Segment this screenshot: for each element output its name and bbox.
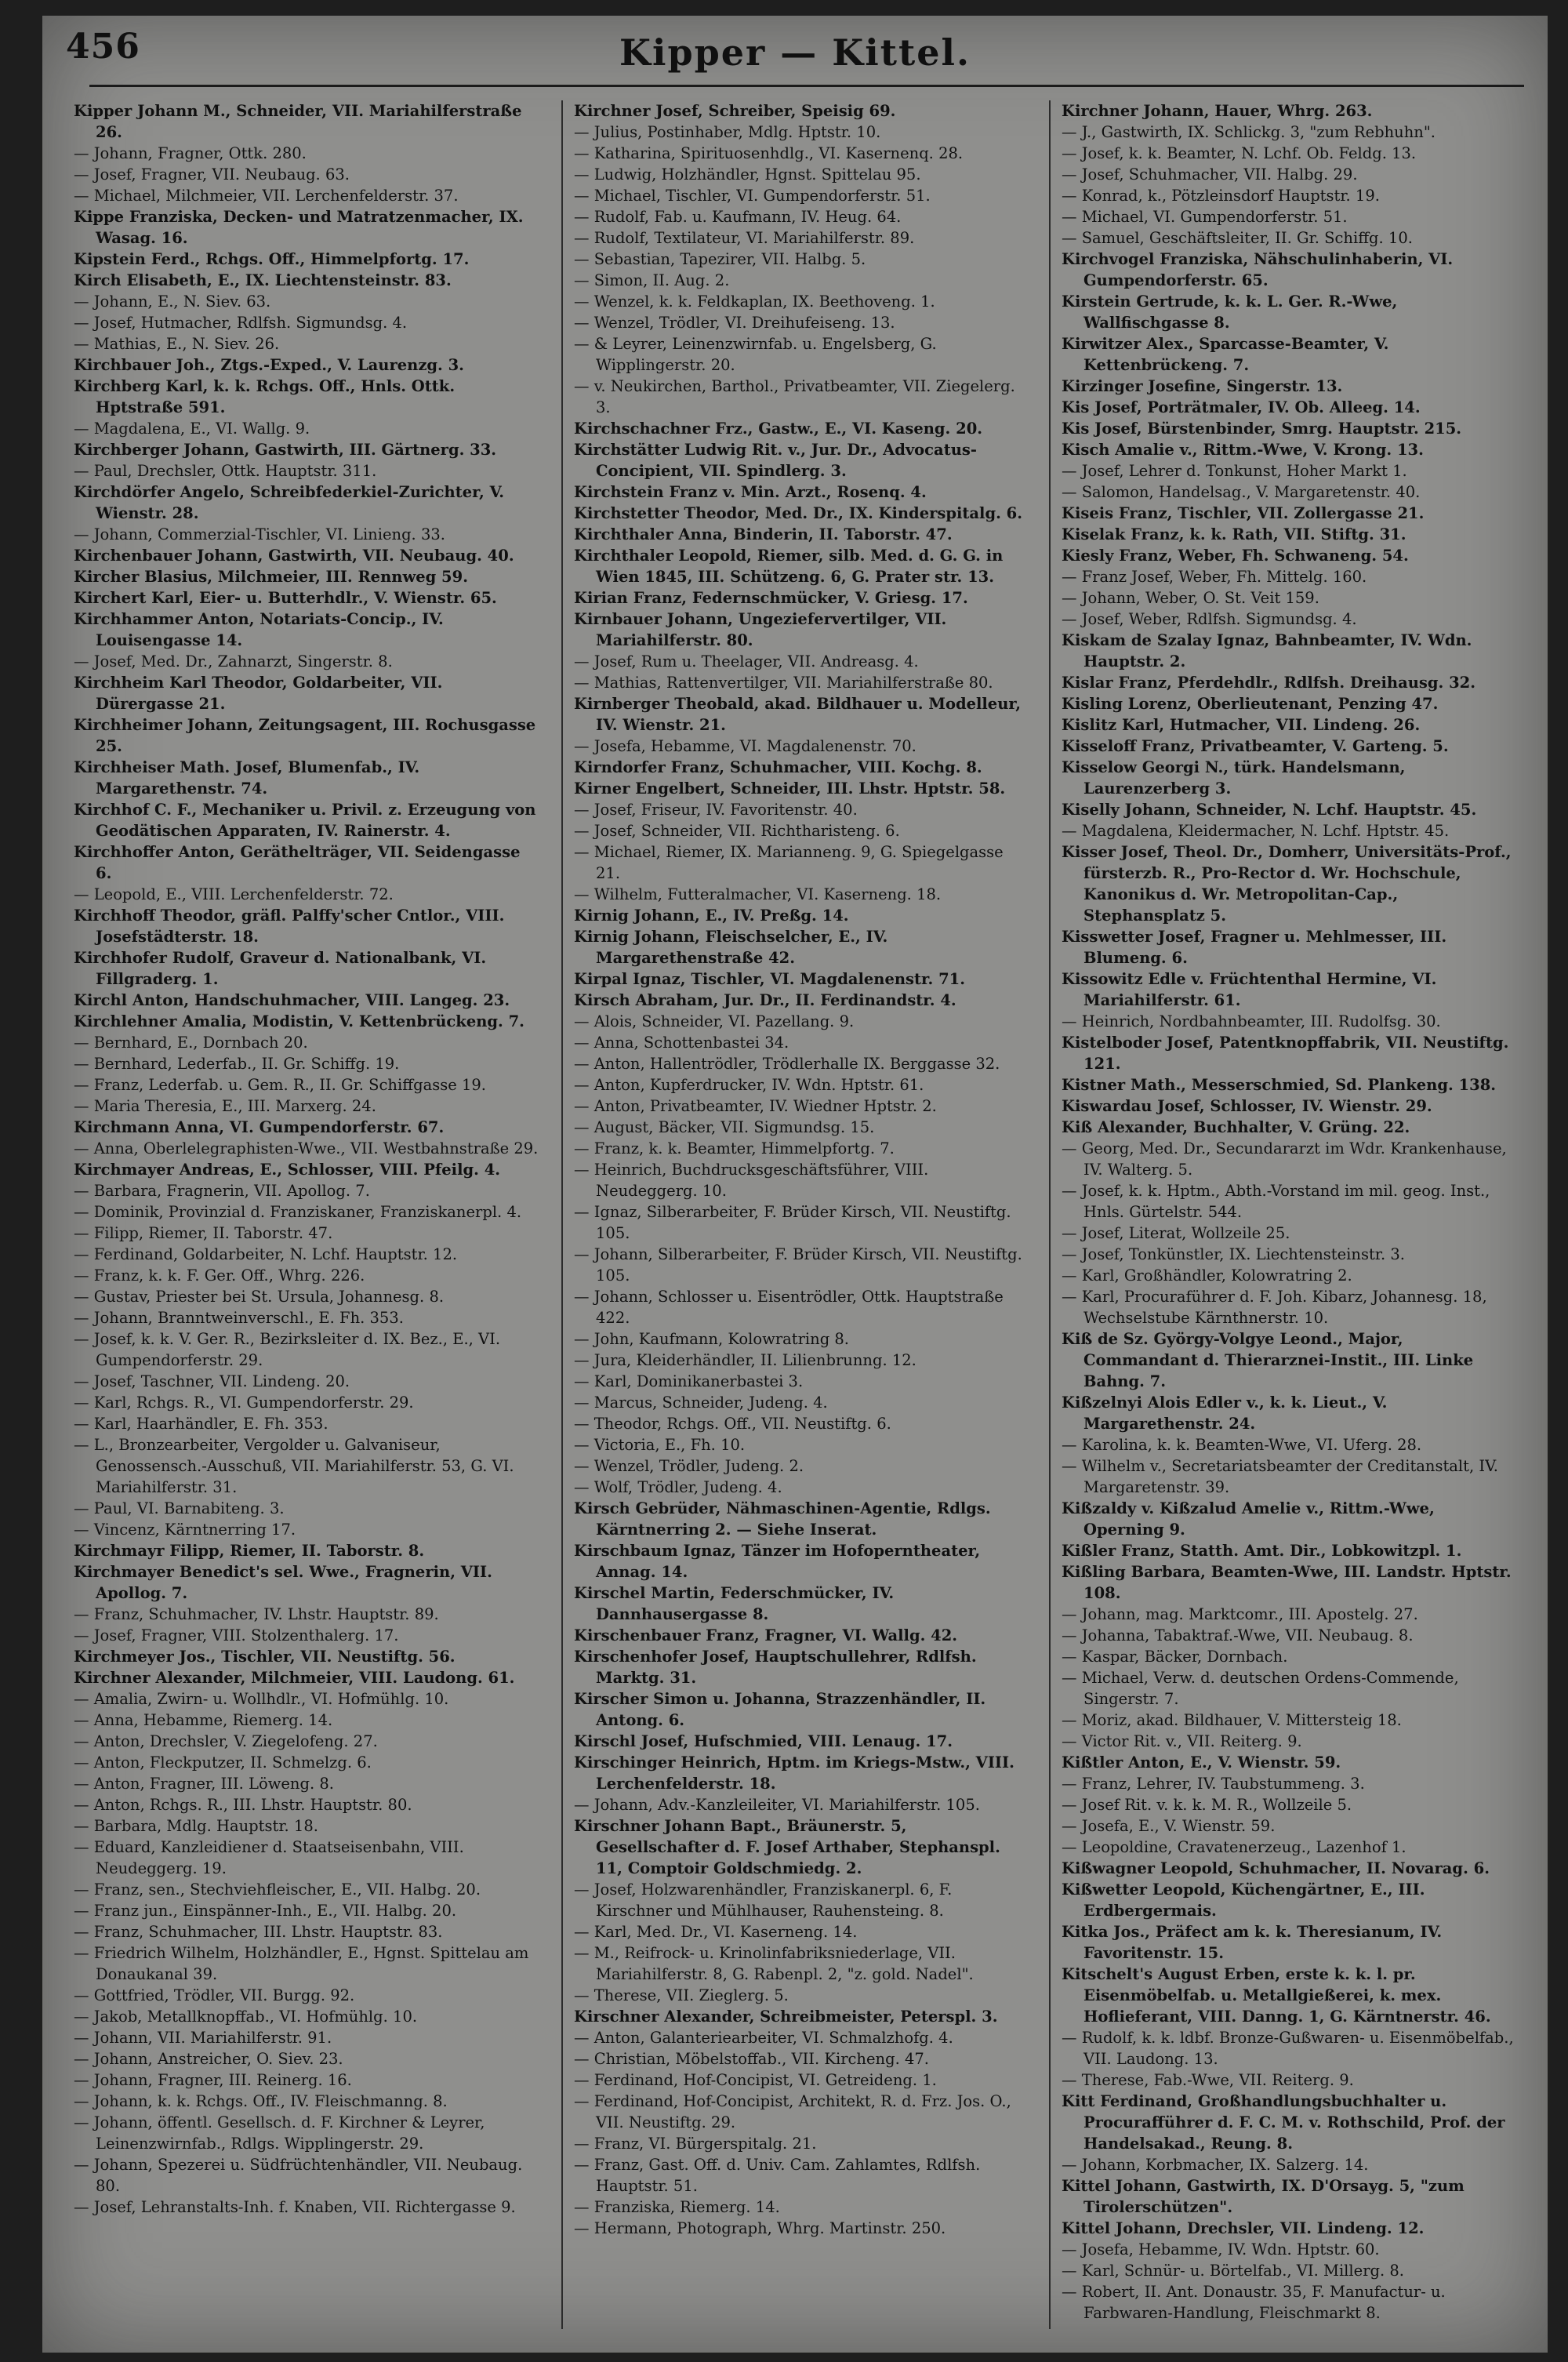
directory-entry-surname: Kiseis Franz, Tischler, VII. Zollergasse 21. [1062, 504, 1425, 522]
directory-entry: — Rudolf, Textilateur, VI. Mariahilferstr. 89. [574, 229, 915, 247]
directory-entry: — Karl, Schnür- u. Börtelfab., VI. Millerg. 8. [1062, 2262, 1404, 2280]
directory-entry: — Anton, Fragner, III. Löweng. 8. [74, 1775, 334, 1793]
directory-entry: — Anton, Kupferdrucker, IV. Wdn. Hptstr. 61. [574, 1076, 924, 1094]
directory-entry-surname: Kirwitzer Alex., Sparcasse-Beamter, V. Kettenbrückeng. 7. [1062, 335, 1389, 374]
directory-entry: — Josef, Friseur, IV. Favoritenstr. 40. [574, 801, 858, 819]
directory-entry: — Michael, Tischler, VI. Gumpendorferstr. 51. [574, 187, 931, 205]
directory-entry-surname: Kirpal Ignaz, Tischler, VI. Magdalenenstr. 71. [574, 970, 966, 988]
directory-entry-surname: Kißzaldy v. Kißzalud Amelie v., Rittm.-Wwe, Operning 9. [1062, 1499, 1435, 1539]
directory-entry: — Barbara, Mdlg. Hauptstr. 18. [74, 1817, 318, 1835]
directory-entry: — Josef, Schneider, VII. Richtharisteng. 6. [574, 822, 900, 840]
page-number: 456 [66, 27, 140, 67]
directory-page [42, 16, 1548, 2353]
directory-entry-surname: Kirchthaler Anna, Binderin, II. Taborstr. 47. [574, 525, 953, 543]
directory-entry: — Josef, Med. Dr., Zahnarzt, Singerstr. 8. [74, 652, 393, 670]
column-middle [561, 100, 1029, 2329]
directory-entry: — Franz, Gast. Off. d. Univ. Cam. Zahlamtes, Rdlfsh. Hauptstr. 51. [574, 2156, 981, 2195]
directory-entry-surname: Kiß de Sz. György-Volgye Leond., Major, Commandant d. Thierarznei-Instit., III. Linke Bahng. 7. [1062, 1330, 1474, 1390]
directory-entry: — Johann, Anstreicher, O. Siev. 23. [74, 2050, 343, 2068]
directory-entry-surname: Kirchberg Karl, k. k. Rchgs. Off., Hnls. Ottk. Hptstraße 591. [74, 377, 456, 416]
directory-entry: — Heinrich, Buchdrucksgeschäftsführer, VIII. Neudeggerg. 10. [574, 1161, 929, 1200]
directory-entry-surname: Kiß Alexander, Buchhalter, V. Grüng. 22. [1062, 1118, 1410, 1136]
directory-entry-surname: Kirchhoffer Anton, Geräthelträger, VII. Seidengasse 6. [74, 843, 521, 882]
directory-entry-surname: Kirian Franz, Federnschmücker, V. Griesg. 17. [574, 589, 968, 607]
directory-entry: — Georg, Med. Dr., Secundararzt im Wdr. Krankenhause, IV. Walterg. 5. [1062, 1139, 1507, 1179]
directory-entry: — Barbara, Fragnerin, VII. Apollog. 7. [74, 1182, 370, 1200]
directory-entry: — Johann, k. k. Rchgs. Off., IV. Fleischmanng. 8. [74, 2092, 448, 2110]
directory-entry-surname: Kirchheiser Math. Josef, Blumenfab., IV. Margarethenstr. 74. [74, 758, 420, 798]
directory-entry: — Filipp, Riemer, II. Taborstr. 47. [74, 1224, 333, 1242]
directory-entry: — Bernhard, E., Dornbach 20. [74, 1034, 308, 1052]
directory-entry-surname: Kirchmayer Andreas, E., Schlosser, VIII. Pfeilg. 4. [74, 1161, 501, 1179]
directory-entry-surname: Kirchvogel Franziska, Nähschulinhaberin, VI. Gumpendorferstr. 65. [1062, 250, 1454, 289]
directory-entry: — Therese, Fab.-Wwe, VII. Reiterg. 9. [1062, 2071, 1354, 2089]
directory-entry: — Michael, Riemer, IX. Marianneng. 9, G. Spiegelgasse 21. [574, 843, 1004, 882]
directory-entry-surname: Kirchner Josef, Schreiber, Speisig 69. [574, 102, 896, 120]
directory-entry: — Ignaz, Silberarbeiter, F. Brüder Kirsch, VII. Neustiftg. 105. [574, 1203, 1011, 1242]
directory-entry: — Josef, Rum u. Theelager, VII. Andreasg. 4. [574, 652, 919, 670]
directory-entry-surname: Kistelboder Josef, Patentknopffabrik, VII. Neustiftg. 121. [1062, 1034, 1509, 1073]
directory-entry: — Kaspar, Bäcker, Dornbach. [1062, 1648, 1288, 1666]
directory-entry: — Anna, Oberlelegraphisten-Wwe., VII. Westbahnstraße 29. [74, 1139, 539, 1157]
directory-entry-surname: Kisswetter Josef, Fragner u. Mehlmesser, III. Blumeng. 6. [1062, 928, 1447, 967]
directory-entry: — Josef, Fragner, VII. Neubaug. 63. [74, 165, 350, 184]
directory-entry: — Josef, Lehranstalts-Inh. f. Knaben, VII. Richtergasse 9. [74, 2198, 516, 2216]
directory-entry-surname: Kirchl Anton, Handschuhmacher, VIII. Langeg. 23. [74, 991, 510, 1009]
directory-entry: — Ferdinand, Hof-Concipist, Architekt, R. d. Frz. Jos. O., VII. Neustiftg. 29. [574, 2092, 1011, 2131]
directory-entry: — Karl, Procuraführer d. F. Joh. Kibarz, Johannesg. 18, Wechselstube Kärnthnerstr. 10. [1062, 1288, 1487, 1327]
directory-entry-surname: Kirner Engelbert, Schneider, III. Lhstr. Hptstr. 58. [574, 779, 1006, 798]
directory-entry: — Amalia, Zwirn- u. Wollhdlr., VI. Hofmühlg. 10. [74, 1690, 449, 1708]
directory-entry: — Anton, Drechsler, V. Ziegelofeng. 27. [74, 1732, 378, 1750]
directory-entry: — Josef, Weber, Rdlfsh. Sigmundsg. 4. [1062, 610, 1357, 628]
directory-entry: — Johann, Schlosser u. Eisentrödler, Ottk. Hauptstraße 422. [574, 1288, 1004, 1327]
directory-entry: — Rudolf, Fab. u. Kaufmann, IV. Heug. 64. [574, 208, 902, 226]
directory-entry-surname: Kirchhofer Rudolf, Graveur d. Nationalbank, VI. Fillgraderg. 1. [74, 949, 487, 988]
directory-entry: — Johann, mag. Marktcomr., III. Apostelg. 27. [1062, 1605, 1418, 1623]
directory-entry-surname: Kirchner Johann, Hauer, Whrg. 263. [1062, 102, 1373, 120]
directory-entry-surname: Kippe Franziska, Decken- und Matratzenmacher, IX. Wasag. 16. [74, 208, 524, 247]
directory-entry: — Ludwig, Holzhändler, Hgnst. Spittelau 95. [574, 165, 921, 184]
directory-entry: — Johann, Weber, O. St. Veit 159. [1062, 589, 1319, 607]
directory-entry: — Josef, k. k. Beamter, N. Lchf. Ob. Feldg. 13. [1062, 144, 1417, 162]
directory-entry: — Leopoldine, Cravatenerzeug., Lazenhof 1. [1062, 1838, 1406, 1856]
directory-entry: — Wilhelm v., Secretariatsbeamter der Creditanstalt, IV. Margaretenstr. 39. [1062, 1457, 1498, 1496]
directory-entry: — Alois, Schneider, VI. Pazellang. 9. [574, 1012, 855, 1030]
directory-entry: — Franziska, Riemerg. 14. [574, 2198, 780, 2216]
directory-entry: — Josef, Literat, Wollzeile 25. [1062, 1224, 1290, 1242]
directory-entry-surname: Kiselak Franz, k. k. Rath, VII. Stiftg. 31. [1062, 525, 1406, 543]
directory-entry-surname: Kisch Amalie v., Rittm.-Wwe, V. Krong. 13. [1062, 441, 1424, 459]
directory-entry: — Eduard, Kanzleidiener d. Staatseisenbahn, VIII. Neudeggerg. 19. [74, 1838, 464, 1877]
directory-entry: — Josef, Schuhmacher, VII. Halbg. 29. [1062, 165, 1358, 184]
running-head: Kipper — Kittel. [619, 31, 971, 74]
directory-entry: — Mathias, Rattenvertilger, VII. Mariahilferstraße 80. [574, 674, 993, 692]
directory-entry-surname: Kißwetter Leopold, Küchengärtner, E., III. Erdbergermais. [1062, 1881, 1425, 1920]
directory-entry-surname: Kissowitz Edle v. Früchtenthal Hermine, VI. Mariahilferstr. 61. [1062, 970, 1437, 1009]
directory-entry: — Anna, Schottenbastei 34. [574, 1034, 789, 1052]
directory-entry-surname: Kitschelt's August Erben, erste k. k. l. pr. Eisenmöbelfab. u. Metallgießerei, k. mex. Hoflieferant, VIII. Danng. 1, G. Kärntnerstr. 46. [1062, 1965, 1491, 2026]
directory-entry: — Franz, Lehrer, IV. Taubstummeng. 3. [1062, 1775, 1365, 1793]
directory-entry-surname: Kirsch Gebrüder, Nähmaschinen-Agentie, Rdlgs. Kärntnerring 2. — Siehe Inserat. [574, 1499, 991, 1539]
directory-entry: — Marcus, Schneider, Judeng. 4. [574, 1394, 828, 1412]
directory-entry: — Theodor, Rchgs. Off., VII. Neustiftg. 6. [574, 1415, 891, 1433]
directory-entry: — Mathias, E., N. Siev. 26. [74, 335, 280, 353]
directory-entry: — Franz, Schuhmacher, III. Lhstr. Hauptstr. 83. [74, 1923, 443, 1941]
directory-entry: — & Leyrer, Leinenzwirnfab. u. Engelsberg, G. Wipplingerstr. 20. [574, 335, 937, 374]
directory-entry: — Anton, Rchgs. R., III. Lhstr. Hauptstr. 80. [74, 1796, 412, 1814]
directory-entry: — Simon, II. Aug. 2. [574, 271, 730, 289]
header-rule [89, 85, 1524, 87]
directory-entry: — Therese, VII. Zieglerg. 5. [574, 1986, 789, 2004]
directory-entry: — Josef, Tonkünstler, IX. Liechtensteinstr. 3. [1062, 1245, 1405, 1263]
directory-entry-surname: Kirschl Josef, Hufschmied, VIII. Lenaug. 17. [574, 1732, 953, 1750]
directory-entry: — Franz Josef, Weber, Fh. Mittelg. 160. [1062, 568, 1367, 586]
directory-entry: — Johann, Korbmacher, IX. Salzerg. 14. [1062, 2156, 1369, 2174]
directory-entry: — Josef, Holzwarenhändler, Franziskanerpl. 6, F. Kirschner und Mühlhauser, Rauhensteing. 8. [574, 1881, 953, 1920]
directory-entry: — Ferdinand, Goldarbeiter, N. Lchf. Hauptstr. 12. [74, 1245, 458, 1263]
directory-entry: — John, Kaufmann, Kolowratring 8. [574, 1330, 850, 1348]
directory-entry: — Josef, Fragner, VIII. Stolzenthalerg. 17. [74, 1626, 399, 1644]
directory-entry: — Samuel, Geschäftsleiter, II. Gr. Schiffg. 10. [1062, 229, 1413, 247]
directory-entry-surname: Kirchstetter Theodor, Med. Dr., IX. Kinderspitalg. 6. [574, 504, 1023, 522]
column-left [74, 100, 541, 2329]
directory-entry-surname: Kistner Math., Messerschmied, Sd. Plankeng. 138. [1062, 1076, 1497, 1094]
directory-entry-surname: Kirnbauer Johann, Ungeziefervertilger, VII. Mariahilferstr. 80. [574, 610, 947, 649]
directory-entry: — Salomon, Handelsag., V. Margaretenstr. 40. [1062, 483, 1421, 501]
directory-entry: — M., Reifrock- u. Krinolinfabriksniederlage, VII. Mariahilferstr. 8, G. Rabenpl. 2, "z. gold. Nadel". [574, 1944, 974, 1983]
directory-entry: — J., Gastwirth, IX. Schlickg. 3, "zum Rebhuhn". [1062, 123, 1436, 141]
directory-entry-surname: Kißtler Anton, E., V. Wienstr. 59. [1062, 1753, 1341, 1772]
directory-entry: — Bernhard, Lederfab., II. Gr. Schiffg. 19. [74, 1055, 400, 1073]
directory-entry-surname: Kirndorfer Franz, Schuhmacher, VIII. Kochg. 8. [574, 758, 982, 776]
directory-entry-surname: Kirchner Alexander, Milchmeier, VIII. Laudong. 61. [74, 1669, 515, 1687]
directory-entry: — August, Bäcker, VII. Sigmundsg. 15. [574, 1118, 875, 1136]
directory-entry: — Johann, Branntweinverschl., E. Fh. 353. [74, 1309, 404, 1327]
directory-entry-surname: Kirchthaler Leopold, Riemer, silb. Med. d. G. G. in Wien 1845, III. Schützeng. 6, G. Prater str. 13. [574, 547, 1004, 586]
directory-entry: — Karl, Rchgs. R., VI. Gumpendorferstr. 29. [74, 1394, 414, 1412]
directory-entry: — Magdalena, Kleidermacher, N. Lchf. Hptstr. 45. [1062, 822, 1450, 840]
page-header [42, 16, 1548, 86]
directory-entry-surname: Kirchdörfer Angelo, Schreibfederkiel-Zurichter, V. Wienstr. 28. [74, 483, 505, 522]
directory-entry: — Michael, Verw. d. deutschen Ordens-Commende, Singerstr. 7. [1062, 1669, 1459, 1708]
directory-entry: — Victoria, E., Fh. 10. [574, 1436, 746, 1454]
directory-entry: — Anna, Hebamme, Riemerg. 14. [74, 1711, 333, 1729]
directory-entry: — Robert, II. Ant. Donaustr. 35, F. Manufactur- u. Farbwaren-Handlung, Fleischmarkt 8. [1062, 2283, 1446, 2322]
directory-entry-surname: Kisser Josef, Theol. Dr., Domherr, Universitäts-Prof., fürsterzb. R., Pro-Rector d. Wr. Hochschule, Kanonikus d. Wr. Metropolitan-Cap., Stephansplatz 5. [1062, 843, 1512, 925]
directory-entry: — Karl, Haarhändler, E. Fh. 353. [74, 1415, 328, 1433]
directory-entry: — Moriz, akad. Bildhauer, V. Mittersteig 18. [1062, 1711, 1402, 1729]
directory-entry-surname: Kirchhoff Theodor, gräfl. Palffy'scher Cntlor., VIII. Josefstädterstr. 18. [74, 907, 505, 946]
directory-entry: — L., Bronzearbeiter, Vergolder u. Galvaniseur, Genossensch.-Ausschuß, VII. Mariahilferstr. 53, G. VI. Mariahilferstr. 31. [74, 1436, 514, 1496]
directory-entry: — Johann, Adv.-Kanzleileiter, VI. Mariahilferstr. 105. [574, 1796, 980, 1814]
directory-entry: — Johann, Fragner, III. Reinerg. 16. [74, 2071, 352, 2089]
directory-entry-surname: Kislar Franz, Pferdehdlr., Rdlfsh. Dreihausg. 32. [1062, 674, 1475, 692]
directory-entry: — Heinrich, Nordbahnbeamter, III. Rudolfsg. 30. [1062, 1012, 1441, 1030]
directory-entry-surname: Kircher Blasius, Milchmeier, III. Rennweg 59. [74, 568, 468, 586]
directory-entry: — Maria Theresia, E., III. Marxerg. 24. [74, 1097, 376, 1115]
directory-entry: — Johann, VII. Mariahilferstr. 91. [74, 2029, 332, 2047]
directory-entry-surname: Kirschenbauer Franz, Fragner, VI. Wallg. 42. [574, 1626, 958, 1644]
directory-entry-surname: Kisling Lorenz, Oberlieutenant, Penzing 47. [1062, 695, 1439, 713]
directory-entry: — Karl, Med. Dr., VI. Kaserneng. 14. [574, 1923, 858, 1941]
directory-entry: — Victor Rit. v., VII. Reiterg. 9. [1062, 1732, 1302, 1750]
directory-entry: — Johann, Fragner, Ottk. 280. [74, 144, 307, 162]
directory-entry: — Dominik, Provinzial d. Franziskaner, Franziskanerpl. 4. [74, 1203, 522, 1221]
directory-entry-surname: Kirsch Abraham, Jur. Dr., II. Ferdinandstr. 4. [574, 991, 956, 1009]
directory-entry-surname: Kirstein Gertrude, k. k. L. Ger. R.-Wwe, Wallfischgasse 8. [1062, 293, 1398, 332]
directory-entry: — Paul, Drechsler, Ottk. Hauptstr. 311. [74, 462, 377, 480]
directory-entry-surname: Kirschner Johann Bapt., Bräunerstr. 5, Gesellschafter d. F. Josef Arthaber, Stephanspl. 11, Comptoir Goldschmiedg. 2. [574, 1817, 1000, 1877]
directory-entry: — Franz, sen., Stechviehfleischer, E., VII. Halbg. 20. [74, 1881, 481, 1899]
directory-entry: — Josef, k. k. Hptm., Abth.-Vorstand im mil. geog. Inst., Hnls. Gürtelstr. 544. [1062, 1182, 1490, 1221]
directory-entry: — Karolina, k. k. Beamten-Wwe, VI. Uferg. 28. [1062, 1436, 1422, 1454]
directory-entry: — Josef Rit. v. k. k. M. R., Wollzeile 5. [1062, 1796, 1352, 1814]
directory-entry: — Michael, VI. Gumpendorferstr. 51. [1062, 208, 1348, 226]
directory-entry-surname: Kirnberger Theobald, akad. Bildhauer u. Modelleur, IV. Wienstr. 21. [574, 695, 1022, 734]
directory-entry: — Michael, Milchmeier, VII. Lerchenfelderstr. 37. [74, 187, 459, 205]
directory-entry: — Jakob, Metallknopffab., VI. Hofmühlg. 10. [74, 2008, 418, 2026]
directory-entry: — Franz, Lederfab. u. Gem. R., II. Gr. Schiffgasse 19. [74, 1076, 486, 1094]
directory-entry-surname: Kirchert Karl, Eier- u. Butterhdlr., V. Wienstr. 65. [74, 589, 497, 607]
directory-entry-surname: Kirchmeyer Jos., Tischler, VII. Neustiftg. 56. [74, 1648, 456, 1666]
directory-entry: — Gustav, Priester bei St. Ursula, Johannesg. 8. [74, 1288, 445, 1306]
directory-entry-surname: Kißzelnyi Alois Edler v., k. k. Lieut., V. Margarethenstr. 24. [1062, 1394, 1388, 1433]
directory-entry-surname: Kirchschachner Frz., Gastw., E., VI. Kaseng. 20. [574, 420, 983, 438]
directory-entry-surname: Kisselow Georgi N., türk. Handelsmann, Laurenzerberg 3. [1062, 758, 1406, 798]
directory-entry-surname: Kiskam de Szalay Ignaz, Bahnbeamter, IV. Wdn. Hauptstr. 2. [1062, 631, 1472, 670]
directory-entry: — Johann, E., N. Siev. 63. [74, 293, 271, 311]
directory-entry-surname: Kirschel Martin, Federschmücker, IV. Dannhausergasse 8. [574, 1584, 895, 1623]
directory-entry: — Wilhelm, Futteralmacher, VI. Kaserneng. 18. [574, 885, 942, 903]
directory-entry-surname: Kirchstätter Ludwig Rit. v., Jur. Dr., Advocatus-Concipient, VII. Spindlerg. 3. [574, 441, 977, 480]
directory-entry: — Friedrich Wilhelm, Holzhändler, E., Hgnst. Spittelau am Donaukanal 39. [74, 1944, 529, 1983]
directory-entry: — Vincenz, Kärntnerring 17. [74, 1521, 296, 1539]
directory-entry: — Hermann, Photograph, Whrg. Martinstr. 250. [574, 2219, 946, 2237]
directory-entry-surname: Kirchmann Anna, VI. Gumpendorferstr. 67. [74, 1118, 445, 1136]
directory-entry: — Karl, Dominikanerbastei 3. [574, 1372, 804, 1390]
directory-entry-surname: Kittel Johann, Drechsler, VII. Lindeng. 12. [1062, 2219, 1425, 2237]
directory-entry: — Paul, VI. Barnabiteng. 3. [74, 1499, 285, 1517]
directory-entry: — Josef, Lehrer d. Tonkunst, Hoher Markt 1. [1062, 462, 1407, 480]
directory-entry: — v. Neukirchen, Barthol., Privatbeamter, VII. Ziegelerg. 3. [574, 377, 1015, 416]
directory-entry-surname: Kisseloff Franz, Privatbeamter, V. Garteng. 5. [1062, 737, 1449, 755]
directory-entry: — Johann, Commerzial-Tischler, VI. Linieng. 33. [74, 525, 445, 543]
directory-entry-surname: Kirchhof C. F., Mechaniker u. Privil. z. Erzeugung von Geodätischen Apparaten, IV. Rainerstr. 4. [74, 801, 536, 840]
directory-entry-surname: Kipstein Ferd., Rchgs. Off., Himmelpfortg. 17. [74, 250, 470, 268]
directory-entry: — Julius, Postinhaber, Mdlg. Hptstr. 10. [574, 123, 881, 141]
directory-entry-surname: Kirchhammer Anton, Notariats-Concip., IV. Louisengasse 14. [74, 610, 444, 649]
directory-entry: — Konrad, k., Pötzleinsdorf Hauptstr. 19. [1062, 187, 1380, 205]
directory-entry-surname: Kittel Johann, Gastwirth, IX. D'Orsayg. 5, "zum Tirolerschützen". [1062, 2177, 1465, 2216]
directory-entry: — Leopold, E., VIII. Lerchenfelderstr. 72. [74, 885, 394, 903]
directory-entry: — Franz, Schuhmacher, IV. Lhstr. Hauptstr. 89. [74, 1605, 439, 1623]
directory-entry-surname: Kirschinger Heinrich, Hptm. im Kriegs-Mstw., VIII. Lerchenfelderstr. 18. [574, 1753, 1014, 1793]
directory-entry: — Ferdinand, Hof-Concipist, VI. Getreideng. 1. [574, 2071, 937, 2089]
directory-entry-surname: Kiesly Franz, Weber, Fh. Schwaneng. 54. [1062, 547, 1409, 565]
directory-entry: — Jura, Kleiderhändler, II. Lilienbrunng. 12. [574, 1351, 916, 1369]
directory-entry: — Anton, Hallentrödler, Trödlerhalle IX. Berggasse 32. [574, 1055, 1000, 1073]
directory-entry-surname: Kirchheimer Johann, Zeitungsagent, III. Rochusgasse 25. [74, 716, 536, 755]
directory-entry: — Gottfried, Trödler, VII. Burgg. 92. [74, 1986, 355, 2004]
directory-entry-surname: Kipper Johann M., Schneider, VII. Mariahilferstraße 26. [74, 102, 522, 141]
directory-entry-surname: Kißler Franz, Statth. Amt. Dir., Lobkowitzpl. 1. [1062, 1542, 1462, 1560]
directory-entry-surname: Kirch Elisabeth, E., IX. Liechtensteinstr. 83. [74, 271, 452, 289]
directory-entry: — Anton, Privatbeamter, IV. Wiedner Hptstr. 2. [574, 1097, 937, 1115]
directory-entry: — Franz, k. k. Beamter, Himmelpfortg. 7. [574, 1139, 895, 1157]
directory-entry: — Josefa, Hebamme, VI. Magdalenenstr. 70. [574, 737, 916, 755]
directory-entry-surname: Kirchlehner Amalia, Modistin, V. Kettenbrückeng. 7. [74, 1012, 524, 1030]
directory-entry: — Johanna, Tabaktraf.-Wwe, VII. Neubaug. 8. [1062, 1626, 1414, 1644]
directory-entry: — Sebastian, Tapezirer, VII. Halbg. 5. [574, 250, 866, 268]
directory-entry-surname: Kis Josef, Bürstenbinder, Smrg. Hauptstr. 215. [1062, 420, 1462, 438]
directory-entry-surname: Kirschner Alexander, Schreibmeister, Peterspl. 3. [574, 2008, 998, 2026]
directory-entry: — Franz jun., Einspänner-Inh., E., VII. Halbg. 20. [74, 1902, 457, 1920]
directory-entry-surname: Kirzinger Josefine, Singerstr. 13. [1062, 377, 1343, 395]
directory-entry-surname: Kirchmayer Benedict's sel. Wwe., Fragnerin, VII. Apollog. 7. [74, 1563, 492, 1602]
directory-entry: — Christian, Möbelstoffab., VII. Kircheng. 47. [574, 2050, 929, 2068]
directory-entry: — Franz, VI. Bürgerspitalg. 21. [574, 2135, 817, 2153]
directory-entry: — Franz, k. k. F. Ger. Off., Whrg. 226. [74, 1266, 365, 1285]
directory-entry: — Rudolf, k. k. ldbf. Bronze-Gußwaren- u. Eisenmöbelfab., VII. Laudong. 13. [1062, 2029, 1514, 2068]
directory-entry-surname: Kirschbaum Ignaz, Tänzer im Hofoperntheater, Annag. 14. [574, 1542, 981, 1581]
directory-entry-surname: Kirchstein Franz v. Min. Arzt., Rosenq. 4. [574, 483, 927, 501]
directory-entry: — Magdalena, E., VI. Wallg. 9. [74, 420, 310, 438]
directory-entry-surname: Kirchmayr Filipp, Riemer, II. Taborstr. 8. [74, 1542, 425, 1560]
directory-entry: — Josef, k. k. V. Ger. R., Bezirksleiter d. IX. Bez., E., VI. Gumpendorferstr. 29. [74, 1330, 501, 1369]
directory-entry: — Johann, Silberarbeiter, F. Brüder Kirsch, VII. Neustiftg. 105. [574, 1245, 1022, 1285]
directory-entry: — Johann, öffentl. Gesellsch. d. F. Kirchner & Leyrer, Leinenzwirnfab., Rdlgs. Wipplingerstr. 29. [74, 2113, 485, 2153]
directory-entry-surname: Kirnig Johann, Fleischselcher, E., IV. Margarethenstraße 42. [574, 928, 888, 967]
directory-entry-surname: Kiselly Johann, Schneider, N. Lchf. Hauptstr. 45. [1062, 801, 1477, 819]
directory-entry-surname: Kirchbauer Joh., Ztgs.-Exped., V. Laurenzg. 3. [74, 356, 464, 374]
directory-columns [74, 100, 1516, 2329]
directory-entry: — Josef, Taschner, VII. Lindeng. 20. [74, 1372, 350, 1390]
directory-entry: — Wenzel, Trödler, Judeng. 2. [574, 1457, 804, 1475]
directory-entry-surname: Kirchenbauer Johann, Gastwirth, VII. Neubaug. 40. [74, 547, 514, 565]
directory-entry: — Wolf, Trödler, Judeng. 4. [574, 1478, 782, 1496]
directory-entry: — Anton, Galanteriearbeiter, VI. Schmalzhofg. 4. [574, 2029, 953, 2047]
column-right [1049, 100, 1516, 2329]
directory-entry-surname: Kirnig Johann, E., IV. Preßg. 14. [574, 907, 849, 925]
directory-entry-surname: Kißling Barbara, Beamten-Wwe, III. Landstr. Hptstr. 108. [1062, 1563, 1512, 1602]
directory-entry: — Wenzel, Trödler, VI. Dreihufeiseng. 13. [574, 314, 895, 332]
directory-entry-surname: Kis Josef, Porträtmaler, IV. Ob. Alleeg. 14. [1062, 398, 1421, 416]
directory-entry: — Josefa, E., V. Wienstr. 59. [1062, 1817, 1276, 1835]
directory-entry: — Wenzel, k. k. Feldkaplan, IX. Beethoveng. 1. [574, 293, 935, 311]
directory-entry: — Johann, Spezerei u. Südfrüchtenhändler, VII. Neubaug. 80. [74, 2156, 523, 2195]
directory-entry: — Josefa, Hebamme, IV. Wdn. Hptstr. 60. [1062, 2240, 1380, 2258]
directory-entry-surname: Kirchberger Johann, Gastwirth, III. Gärtnerg. 33. [74, 441, 497, 459]
directory-entry-surname: Kißwagner Leopold, Schuhmacher, II. Novarag. 6. [1062, 1859, 1490, 1877]
directory-entry-surname: Kislitz Karl, Hutmacher, VII. Lindeng. 26. [1062, 716, 1421, 734]
directory-entry: — Josef, Hutmacher, Rdlfsh. Sigmundsg. 4. [74, 314, 408, 332]
directory-entry: — Katharina, Spirituosenhdlg., VI. Kasernenq. 28. [574, 144, 964, 162]
directory-entry-surname: Kirchheim Karl Theodor, Goldarbeiter, VII. Dürergasse 21. [74, 674, 443, 713]
directory-entry-surname: Kitt Ferdinand, Großhandlungsbuchhalter u. Procurafführer d. F. C. M. v. Rothschild, Prof. der Handelsakad., Reung. 8. [1062, 2092, 1505, 2153]
directory-entry-surname: Kiswardau Josef, Schlosser, IV. Wienstr. 29. [1062, 1097, 1432, 1115]
directory-entry: — Anton, Fleckputzer, II. Schmelzg. 6. [74, 1753, 372, 1772]
directory-entry: — Karl, Großhändler, Kolowratring 2. [1062, 1266, 1352, 1285]
directory-entry-surname: Kirschenhofer Josef, Hauptschullehrer, Rdlfsh. Marktg. 31. [574, 1648, 977, 1687]
directory-entry-surname: Kitka Jos., Präfect am k. k. Theresianum, IV. Favoritenstr. 15. [1062, 1923, 1443, 1962]
directory-entry-surname: Kirscher Simon u. Johanna, Strazzenhändler, II. Antong. 6. [574, 1690, 986, 1729]
